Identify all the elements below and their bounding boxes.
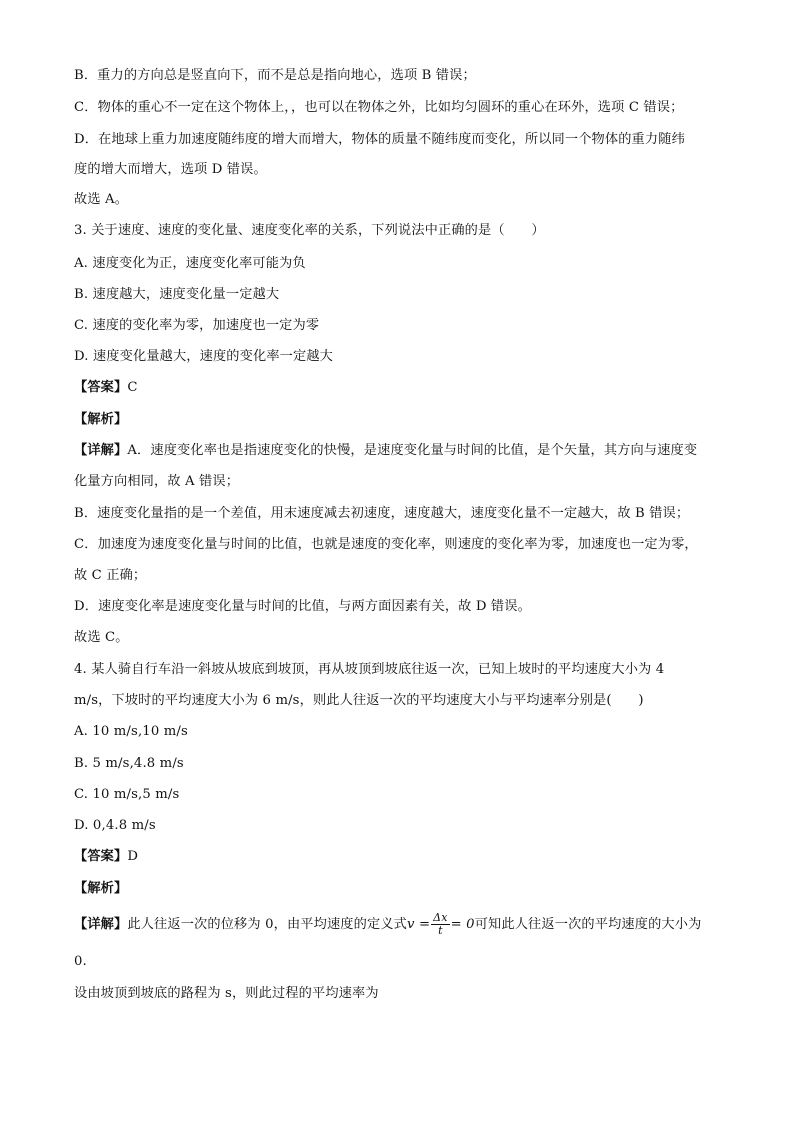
q4-detail-line2: 0.	[74, 954, 87, 969]
q3-answer-value: C	[127, 380, 138, 395]
q3-analysis-label: 【解析】	[74, 412, 128, 427]
prev-detail-b: B．重力的方向总是竖直向下，而不是总是指向地心，选项 B 错误；	[74, 68, 476, 83]
q4-option-b: B. 5 m/s,4.8 m/s	[74, 756, 184, 771]
q4-formula-numerator: Δx	[433, 911, 448, 924]
prev-conclusion: 故选 A。	[74, 192, 129, 207]
q3-option-c: C. 速度的变化率为零，加速度也一定为零	[74, 318, 320, 333]
q3-answer	[74, 378, 734, 398]
q3-detail-c-line2: 故 C 正确；	[74, 568, 147, 583]
q4-option-d: D. 0,4.8 m/s	[74, 818, 156, 833]
q4-detail-post: 可知此人往返一次的平均速度的大小为	[474, 917, 702, 932]
q3-detail-d: D．速度变化率是速度变化量与时间的比值，与两方面因素有关，故 D 错误。	[74, 599, 531, 614]
q3-option-a: A. 速度变化为正，速度变化率可能为负	[74, 256, 306, 271]
q3-detail-a-line2: 化量方向相同，故 A 错误；	[74, 474, 240, 489]
q4-option-a: A. 10 m/s,10 m/s	[74, 724, 188, 739]
q3-stem: 3. 关于速度、速度的变化量、速度变化率的关系，下列说法中正确的是（ ）	[74, 223, 545, 238]
q3-option-b: B. 速度越大，速度变化量一定越大	[74, 287, 280, 302]
q4-answer-tag: 【答案】	[74, 849, 128, 864]
q3-answer-tag: 【答案】	[74, 380, 128, 395]
q3-detail-a-text: A．速度变化率也是指速度变化的快慢，是速度变化量与时间的比值，是个矢量，其方向与速度变	[127, 443, 698, 458]
q4-detail-tag: 【详解】	[74, 917, 128, 932]
q3-option-d: D. 速度变化量越大，速度的变化率一定越大	[74, 349, 334, 364]
q4-detail-line1	[74, 912, 734, 938]
q3-detail-tag: 【详解】	[74, 443, 128, 458]
q3-detail-c-line1: C．加速度为速度变化量与时间的比值，也就是速度的变化率，则速度的变化率为零，加速度也一定为零，	[74, 537, 698, 552]
q3-detail-a-line1	[74, 441, 734, 461]
q4-stem-line1: 4. 某人骑自行车沿一斜坡从坡底到坡顶，再从坡顶到坡底往返一次，已知上坡时的平均速度大小为 4	[74, 662, 665, 677]
q4-analysis-label: 【解析】	[74, 881, 128, 896]
q4-formula-rhs: = 0	[450, 917, 475, 932]
prev-detail-c: C．物体的重心不一定在这个物体上，，也可以在物体之外，比如均匀圆环的重心在环外，选项 C 错误；	[74, 100, 684, 115]
q4-formula-lhs: v =	[407, 917, 431, 932]
q4-answer-value: D	[127, 849, 139, 864]
q4-last-line: 设由坡顶到坡底的路程为 s，则此过程的平均速率为	[74, 986, 379, 1001]
q4-option-c: C. 10 m/s,5 m/s	[74, 787, 180, 802]
q4-stem-line2: m/s，下坡时的平均速度大小为 6 m/s，则此人往返一次的平均速度大小与平均速率分别是( )	[74, 693, 644, 708]
q3-analysis-tag	[74, 410, 734, 430]
q4-detail-pre: 此人往返一次的位移为 0，由平均速度的定义式	[127, 917, 407, 932]
prev-detail-d-line2: 度的增大而增大，选项 D 错误。	[74, 162, 267, 177]
q4-analysis-tag	[74, 879, 734, 899]
prev-detail-d-line1: D．在地球上重力加速度随纬度的增大而增大，物体的质量不随纬度而变化，所以同一个物体的重力随纬	[74, 132, 685, 147]
q3-conclusion: 故选 C。	[74, 630, 129, 645]
q4-answer	[74, 847, 734, 867]
q3-detail-b: B．速度变化量指的是一个差值，用末速度减去初速度，速度越大，速度变化量不一定越大，故 B 错误；	[74, 506, 690, 521]
q4-formula-denominator: t	[438, 924, 443, 937]
q4-formula-fraction	[431, 912, 449, 937]
